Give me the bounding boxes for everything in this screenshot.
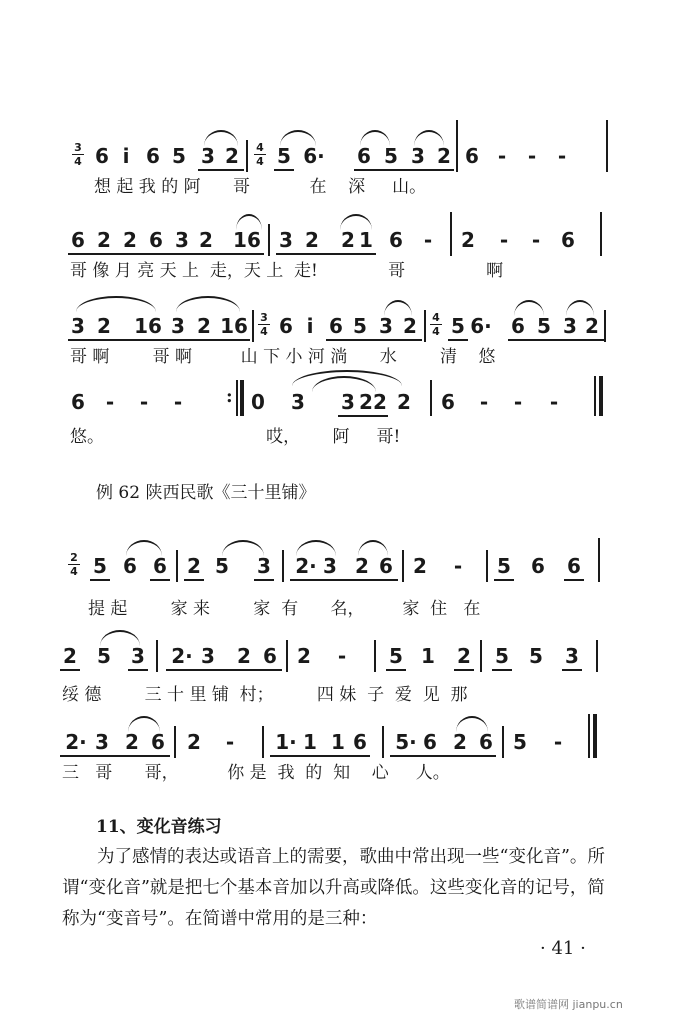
slur <box>296 540 336 556</box>
slur <box>76 296 156 312</box>
note: 6 <box>479 730 493 754</box>
note: 2 <box>359 390 373 414</box>
note: 6 <box>379 554 393 578</box>
note: 2 <box>403 314 417 338</box>
note: 2 <box>457 644 471 668</box>
barline <box>402 550 404 582</box>
underline <box>166 669 282 671</box>
underline <box>198 169 244 171</box>
lyrics: 绥 德 三 十 里 铺 村； 四 妹 子 爱 见 那 <box>62 685 468 705</box>
note: 16 <box>220 314 248 338</box>
underline <box>354 169 454 171</box>
page-number: · 41 · <box>540 938 586 959</box>
note: 5 <box>277 144 291 168</box>
barline <box>502 726 504 758</box>
underline <box>276 253 376 255</box>
note: 6 <box>153 554 167 578</box>
note: 2 <box>397 390 411 414</box>
underline <box>254 579 274 581</box>
barline <box>594 376 596 416</box>
barline <box>176 550 178 582</box>
note: - <box>531 228 541 252</box>
note: 16 <box>134 314 162 338</box>
note: 6· <box>470 314 492 338</box>
note: 2 <box>297 644 311 668</box>
note: 6 <box>353 730 367 754</box>
note: 2 <box>437 144 451 168</box>
note: 3 <box>291 390 305 414</box>
underline <box>60 669 80 671</box>
note: 5 <box>529 644 543 668</box>
example-heading: 例 62 陕西民歌《三十里铺》 <box>96 483 316 503</box>
barline <box>374 640 376 672</box>
note: 6 <box>149 228 163 252</box>
underline <box>338 415 388 417</box>
note: 3 <box>341 390 355 414</box>
underline <box>184 579 204 581</box>
note: 1 <box>331 730 345 754</box>
barline <box>599 376 603 416</box>
slur <box>358 540 388 556</box>
note: 5 <box>97 644 111 668</box>
note: 2 <box>187 554 201 578</box>
note: 2 <box>413 554 427 578</box>
note: 6 <box>441 390 455 414</box>
note: 2 <box>341 228 355 252</box>
barline <box>382 726 384 758</box>
note: 6 <box>465 144 479 168</box>
lyrics: 悠。 哎， 阿 哥! <box>70 427 401 447</box>
note: 0 <box>251 390 265 414</box>
lyrics: 想 起 我 的 阿 哥 在 深 山。 <box>94 177 427 197</box>
note: - <box>549 390 559 414</box>
note: 5 <box>497 554 511 578</box>
note: 2 <box>225 144 239 168</box>
note: 3 <box>565 644 579 668</box>
note: 6 <box>151 730 165 754</box>
underline <box>386 669 406 671</box>
song2-line1 <box>0 530 690 610</box>
underline <box>448 339 468 341</box>
underline <box>326 339 422 341</box>
note: 3 <box>563 314 577 338</box>
barline <box>450 212 452 256</box>
note: - <box>139 390 149 414</box>
note: i <box>306 314 314 338</box>
barline <box>604 310 606 342</box>
note: 2 <box>199 228 213 252</box>
note: 6 <box>423 730 437 754</box>
barline <box>262 726 264 758</box>
note: 1 <box>303 730 317 754</box>
note: 5 <box>495 644 509 668</box>
note: 3 <box>379 314 393 338</box>
note: 2· <box>65 730 87 754</box>
barline <box>486 550 488 582</box>
slur <box>222 540 264 556</box>
lyrics: 提 起 家 来 家 有 名， 家 住 在 <box>88 599 481 619</box>
slur <box>280 130 316 146</box>
note: 5 <box>353 314 367 338</box>
time-signature: 4 4 <box>254 142 266 167</box>
note: 5 <box>215 554 229 578</box>
note: 2 <box>355 554 369 578</box>
barline <box>282 550 284 582</box>
note: 1· <box>275 730 297 754</box>
note: 6 <box>389 228 403 252</box>
note: - <box>499 228 509 252</box>
note: 6 <box>567 554 581 578</box>
note: - <box>553 730 563 754</box>
time-signature: 3 4 <box>258 312 270 337</box>
note: 3 <box>201 144 215 168</box>
underline <box>508 339 604 341</box>
time-signature: 4 4 <box>430 312 442 337</box>
note: 2 <box>453 730 467 754</box>
slur <box>414 130 444 146</box>
note: 2 <box>125 730 139 754</box>
note: 6 <box>561 228 575 252</box>
barline <box>286 640 288 672</box>
repeat-dots: : <box>226 386 233 407</box>
underline <box>562 669 582 671</box>
barline <box>430 380 432 416</box>
underline <box>290 579 398 581</box>
barline <box>606 120 608 172</box>
note: 3 <box>131 644 145 668</box>
note: 1 <box>233 228 247 252</box>
note: 1 <box>359 228 373 252</box>
note: 3 <box>95 730 109 754</box>
note: - <box>513 390 523 414</box>
barline <box>236 380 238 416</box>
note: 6 <box>279 314 293 338</box>
barline <box>156 640 158 672</box>
barline <box>596 640 598 672</box>
slur <box>456 716 488 732</box>
note: 6· <box>303 144 325 168</box>
barline <box>593 714 597 758</box>
note: 2 <box>63 644 77 668</box>
slur <box>100 630 140 646</box>
note: 6 <box>263 644 277 668</box>
note: 5· <box>395 730 417 754</box>
underline <box>494 579 514 581</box>
note: - <box>453 554 463 578</box>
watermark: 歌谱简谱网 jianpu.cn <box>514 998 623 1011</box>
note: 6 <box>247 228 261 252</box>
underline <box>60 755 170 757</box>
note: 2 <box>197 314 211 338</box>
barline <box>240 380 244 416</box>
note: 6 <box>95 144 109 168</box>
note: - <box>479 390 489 414</box>
note: 5 <box>451 314 465 338</box>
note: 1 <box>421 644 435 668</box>
note: 2 <box>373 390 387 414</box>
barline <box>268 224 270 256</box>
barline <box>588 714 590 758</box>
underline <box>564 579 584 581</box>
barline <box>252 310 254 342</box>
note: 2· <box>295 554 317 578</box>
note: 3 <box>411 144 425 168</box>
note: 5 <box>384 144 398 168</box>
note: - <box>497 144 507 168</box>
slur <box>176 296 240 312</box>
underline <box>68 253 264 255</box>
slur <box>384 300 412 316</box>
section-title: 11、变化音练习 <box>96 817 222 837</box>
note: 3 <box>201 644 215 668</box>
note: 3 <box>171 314 185 338</box>
underline <box>454 669 474 671</box>
time-signature: 2 4 <box>68 552 80 577</box>
note: i <box>122 144 130 168</box>
note: 2 <box>461 228 475 252</box>
barline <box>598 538 600 582</box>
note: 5 <box>389 644 403 668</box>
note: 2 <box>123 228 137 252</box>
lyrics: 哥 啊 哥 啊 山 下 小 河 淌 水 清 悠 <box>70 347 496 367</box>
note: 6 <box>329 314 343 338</box>
note: - <box>423 228 433 252</box>
note: 6 <box>123 554 137 578</box>
slur <box>340 214 372 230</box>
note: 2 <box>237 644 251 668</box>
note: - <box>105 390 115 414</box>
barline <box>424 310 426 342</box>
note: 5 <box>513 730 527 754</box>
time-signature: 3 4 <box>72 142 84 167</box>
barline <box>456 120 458 172</box>
slur <box>566 300 594 316</box>
note: 3 <box>175 228 189 252</box>
note: - <box>225 730 235 754</box>
note: - <box>527 144 537 168</box>
note: 6 <box>71 390 85 414</box>
note: 6 <box>511 314 525 338</box>
note: 3 <box>257 554 271 578</box>
slur <box>126 540 162 556</box>
note: 2 <box>585 314 599 338</box>
barline <box>246 140 248 172</box>
note: 2 <box>97 314 111 338</box>
note: 2 <box>305 228 319 252</box>
underline <box>492 669 512 671</box>
lyrics: 三 哥 哥， 你 是 我 的 知 心 人。 <box>62 763 450 783</box>
note: 2· <box>171 644 193 668</box>
slur <box>204 130 238 146</box>
underline <box>150 579 170 581</box>
underline <box>270 755 370 757</box>
note: 5 <box>93 554 107 578</box>
note: - <box>173 390 183 414</box>
note: 3 <box>279 228 293 252</box>
underline <box>274 169 294 171</box>
note: 3 <box>323 554 337 578</box>
slur <box>514 300 544 316</box>
note: 6 <box>357 144 371 168</box>
note: 2 <box>187 730 201 754</box>
underline <box>68 339 250 341</box>
note: - <box>557 144 567 168</box>
barline <box>480 640 482 672</box>
note: 5 <box>537 314 551 338</box>
paragraph: 为了感情的表达或语音上的需要，歌曲中常出现一些“变化音”。所谓“变化音”就是把七个基本音加以升高或降低。这些变化音的记号，简称为“变音号”。在简谱中常用的是三种： <box>62 847 605 929</box>
slur <box>128 716 160 732</box>
note: 5 <box>172 144 186 168</box>
slur <box>360 130 390 146</box>
barline <box>600 212 602 256</box>
underline <box>390 755 496 757</box>
underline <box>128 669 148 671</box>
slur <box>236 214 262 230</box>
note: 2 <box>97 228 111 252</box>
note: - <box>337 644 347 668</box>
underline <box>90 579 110 581</box>
lyrics: 哥 像 月 亮 天 上 走，天 上 走! 哥 啊 <box>70 261 504 281</box>
note: 6 <box>71 228 85 252</box>
barline <box>174 726 176 758</box>
note: 6 <box>531 554 545 578</box>
note: 6 <box>146 144 160 168</box>
note: 3 <box>71 314 85 338</box>
